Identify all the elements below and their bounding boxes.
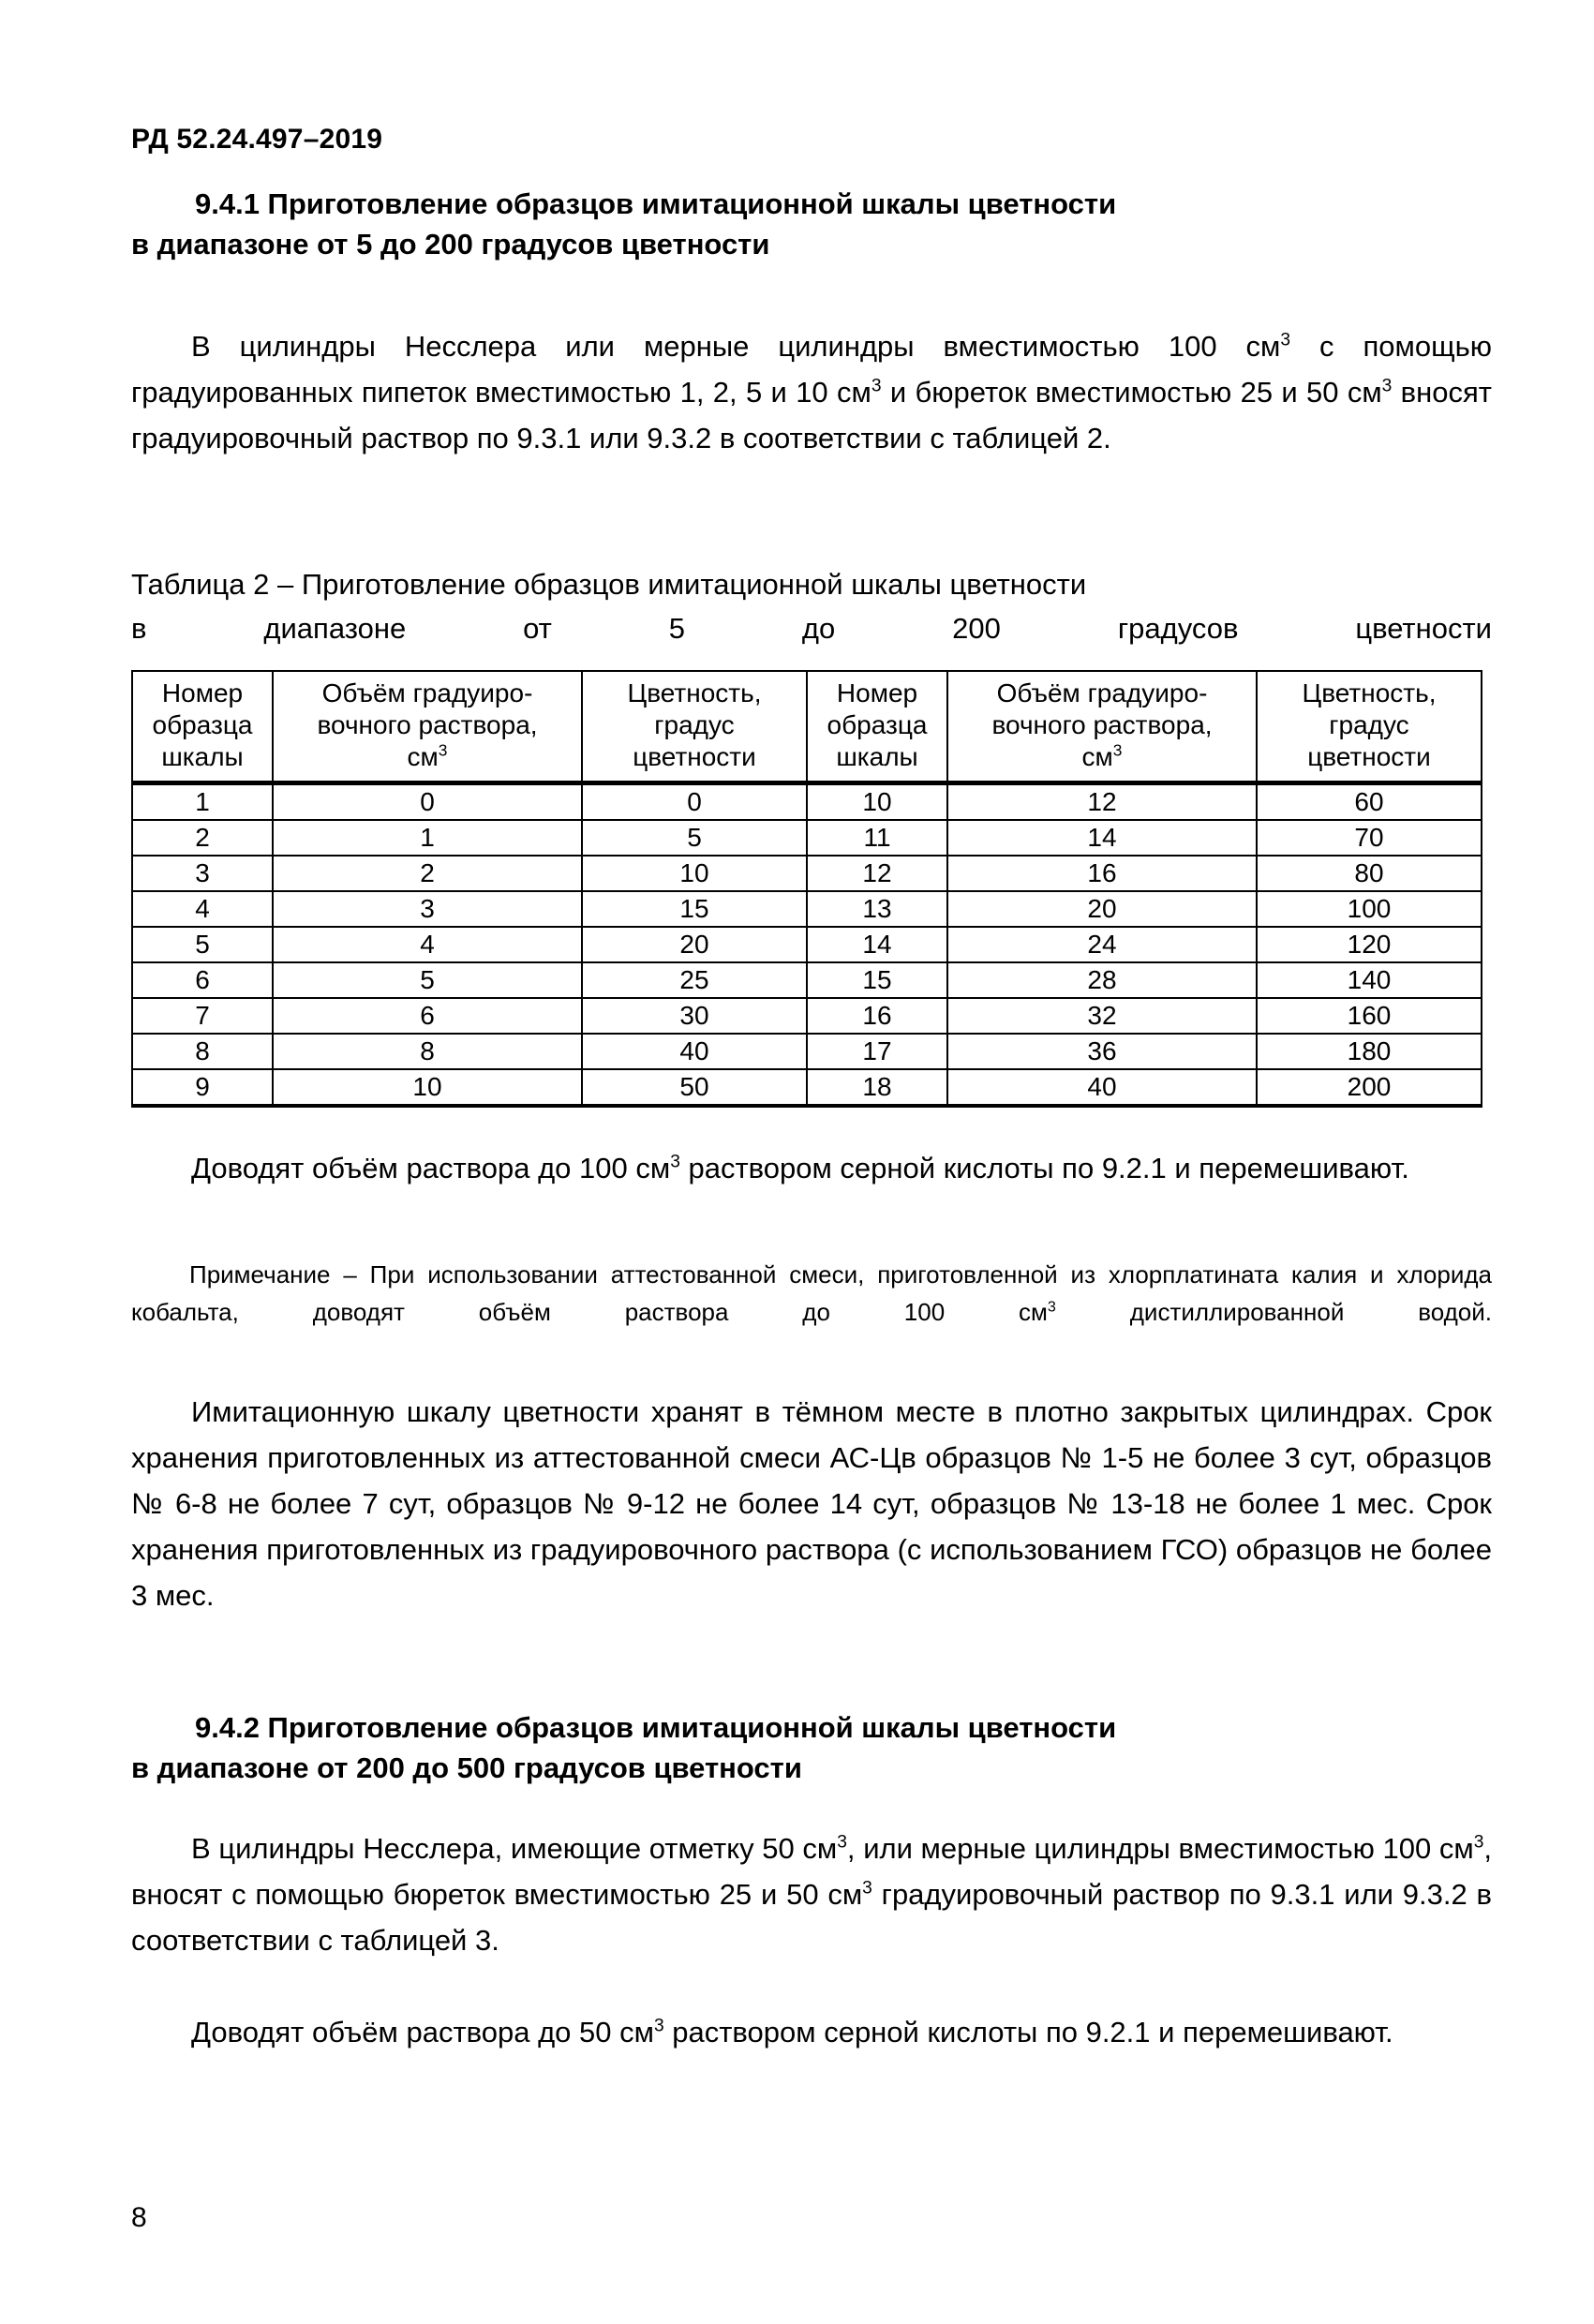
paragraph-text-part-2: раствором серной кислоты по 9.2.1 и перемешивают. [679, 1152, 1409, 1184]
header-line-2: вочного раствора, [317, 710, 538, 739]
cell-sample-number-right: 16 [807, 998, 947, 1034]
paragraph-storage-conditions [131, 1389, 1492, 1618]
section-heading-9-4-2-line2: в диапазоне от 200 до 500 градусов цветности [131, 1751, 802, 1784]
paragraph-storage-text: Имитационную шкалу цветности хранят в тёмном месте в плотно закрытых цилиндрах. Срок хранения приготовленных из аттестованной смеси АС-Цв образцов № 1-5 не более 3 сут, образцов № 6-8 не более 7 сут, образцов № 9-12 не более 14 сут, образцов № 13-18 не более 1 мес. Срок хранения приготовленных из градуировочного раствора (с использованием ГСО) образцов не более 3 мес. [131, 1395, 1492, 1612]
cell-sample-number-right: 15 [807, 962, 947, 998]
cell-volume-left: 4 [273, 927, 582, 962]
cell-sample-number-left: 1 [132, 783, 273, 821]
paragraph-text-part-2: , или мерные цилиндры вместимостью 100 см [846, 1832, 1474, 1865]
cell-volume-left: 3 [273, 891, 582, 927]
superscript-cubic-2: 3 [871, 376, 882, 396]
cell-chromaticity-right: 100 [1257, 891, 1482, 927]
paragraph-text-part-1: В цилиндры Несслера или мерные цилиндры вместимостью 100 см [191, 330, 1281, 363]
cell-chromaticity-left: 10 [582, 856, 807, 891]
superscript-cubic: 3 [1047, 1298, 1056, 1316]
header-line-3: шкалы [836, 742, 918, 771]
table-row [132, 1069, 1482, 1106]
superscript-cubic-1: 3 [837, 1832, 847, 1853]
paragraph-9-4-2-dilution [131, 2009, 1492, 2055]
table-row [132, 998, 1482, 1034]
cell-chromaticity-left: 20 [582, 927, 807, 962]
table-row [132, 962, 1482, 998]
header-unit: см [1081, 742, 1113, 771]
cell-chromaticity-left: 30 [582, 998, 807, 1034]
section-heading-9-4-2-line1: 9.4.2 Приготовление образцов имитационной шкалы цветности [195, 1711, 1117, 1744]
cell-volume-left: 10 [273, 1069, 582, 1106]
table-2-wrapper [131, 670, 1481, 1108]
cell-chromaticity-right: 180 [1257, 1034, 1482, 1069]
table-2-caption-line1: Таблица 2 – Приготовление образцов имитационной шкалы цветности [131, 568, 1087, 601]
cell-chromaticity-right: 140 [1257, 962, 1482, 998]
header-sample-number-left [132, 671, 273, 783]
header-line-1: Объём градуиро- [996, 678, 1208, 708]
table-row [132, 927, 1482, 962]
table-row [132, 783, 1482, 821]
cell-volume-right: 24 [947, 927, 1257, 962]
cell-sample-number-left: 3 [132, 856, 273, 891]
superscript-cubic: 3 [670, 1152, 680, 1172]
header-line-3: шкалы [161, 742, 244, 771]
cell-volume-right: 16 [947, 856, 1257, 891]
paragraph-text-part-3: , вносят с помощью бюреток вместимостью 25 и 50 см [131, 1832, 1493, 1911]
superscript-cubic: 3 [653, 2016, 664, 2036]
header-chromaticity-left [582, 671, 807, 783]
header-chromaticity-right [1257, 671, 1482, 783]
header-line-3 [950, 741, 1254, 773]
header-line-2: образца [827, 710, 928, 739]
note-paragraph [131, 1256, 1492, 1368]
paragraph-text-part-3: и бюреток вместимостью 25 и 50 см [881, 376, 1382, 409]
paragraph-9-4-1-intro [131, 323, 1492, 461]
cell-volume-left: 6 [273, 998, 582, 1034]
header-line-2: вочного раствора, [991, 710, 1213, 739]
cell-sample-number-right: 14 [807, 927, 947, 962]
note-text-part-2: дистиллированной водой. [1055, 1298, 1492, 1326]
table-row [132, 856, 1482, 891]
cell-sample-number-left: 7 [132, 998, 273, 1034]
cell-chromaticity-left: 25 [582, 962, 807, 998]
table-row [132, 891, 1482, 927]
paragraph-text-part-1: Доводят объём раствора до 50 см [191, 2016, 654, 2048]
paragraph-text-part-2: раствором серной кислоты по 9.2.1 и перемешивают. [663, 2016, 1393, 2048]
header-line-1: Номер [161, 678, 244, 708]
superscript-cubic-2: 3 [1473, 1832, 1484, 1853]
cell-chromaticity-right: 80 [1257, 856, 1482, 891]
cell-chromaticity-right: 120 [1257, 927, 1482, 962]
cell-volume-right: 40 [947, 1069, 1257, 1106]
cell-volume-right: 32 [947, 998, 1257, 1034]
header-line-3: цветности [633, 742, 756, 771]
table-row [132, 1034, 1482, 1069]
header-volume-left [273, 671, 582, 783]
cell-sample-number-left: 4 [132, 891, 273, 927]
header-sample-number-right [807, 671, 947, 783]
cell-volume-left: 1 [273, 820, 582, 856]
cell-volume-right: 28 [947, 962, 1257, 998]
cell-chromaticity-left: 15 [582, 891, 807, 927]
header-line-1: Цветность, [627, 678, 762, 708]
section-heading-9-4-1-line1: 9.4.1 Приготовление образцов имитационной шкалы цветности [195, 187, 1117, 220]
header-line-3 [276, 741, 579, 773]
header-line-1: Объём градуиро- [321, 678, 533, 708]
cell-sample-number-right: 12 [807, 856, 947, 891]
cell-chromaticity-right: 200 [1257, 1069, 1482, 1106]
section-heading-9-4-2 [131, 1707, 1490, 1788]
cell-volume-right: 12 [947, 783, 1257, 821]
cell-volume-left: 0 [273, 783, 582, 821]
header-unit: см [407, 742, 439, 771]
cell-volume-left: 2 [273, 856, 582, 891]
paragraph-text-part-2: с помощью градуированных пипеток вместимостью 1, 2, 5 и 10 см [131, 330, 1492, 409]
cell-chromaticity-right: 60 [1257, 783, 1482, 821]
cell-sample-number-right: 13 [807, 891, 947, 927]
cell-sample-number-right: 18 [807, 1069, 947, 1106]
cell-sample-number-left: 2 [132, 820, 273, 856]
superscript-cubic: 3 [438, 740, 448, 760]
cell-sample-number-right: 17 [807, 1034, 947, 1069]
cell-chromaticity-left: 40 [582, 1034, 807, 1069]
table-row [132, 820, 1482, 856]
cell-sample-number-left: 6 [132, 962, 273, 998]
cell-volume-left: 8 [273, 1034, 582, 1069]
superscript-cubic: 3 [1112, 740, 1123, 760]
paragraph-9-4-2-intro [131, 1825, 1492, 1963]
cell-sample-number-right: 10 [807, 783, 947, 821]
header-line-2: градус [654, 710, 735, 739]
section-heading-9-4-1 [131, 184, 1490, 264]
table-2-body [132, 783, 1482, 1107]
cell-sample-number-left: 9 [132, 1069, 273, 1106]
paragraph-text-part-1: В цилиндры Несслера, имеющие отметку 50 см [191, 1832, 838, 1865]
header-line-2: образца [152, 710, 253, 739]
table-2-head [132, 671, 1482, 783]
cell-sample-number-left: 5 [132, 927, 273, 962]
table-2-caption-line2: в диапазоне от 5 до 200 градусов цветности [131, 612, 1492, 645]
superscript-cubic-1: 3 [1280, 330, 1291, 350]
cell-volume-right: 36 [947, 1034, 1257, 1069]
cell-chromaticity-right: 70 [1257, 820, 1482, 856]
note-text-part-1: Примечание – При использовании аттестованной смеси, приготовленной из хлорплатината калия и хлорида кобальта, доводят объём раствора до 100 см [131, 1260, 1492, 1326]
header-volume-right [947, 671, 1257, 783]
superscript-cubic-3: 3 [1381, 376, 1393, 396]
superscript-cubic-3: 3 [862, 1878, 872, 1899]
section-heading-9-4-1-line2: в диапазоне от 5 до 200 градусов цветности [131, 228, 770, 261]
header-line-1: Номер [836, 678, 918, 708]
page-number: 8 [131, 2202, 147, 2233]
cell-chromaticity-right: 160 [1257, 998, 1482, 1034]
cell-sample-number-right: 11 [807, 820, 947, 856]
table-2 [131, 670, 1482, 1108]
table-header-row [132, 671, 1482, 783]
paragraph-after-table [131, 1145, 1492, 1191]
running-header: РД 52.24.497–2019 [131, 124, 383, 155]
cell-volume-left: 5 [273, 962, 582, 998]
paragraph-text-part-4: вносят градуировочный раствор по 9.3.1 или 9.3.2 в соответствии с таблицей 2. [131, 376, 1492, 454]
header-line-1: Цветность, [1302, 678, 1437, 708]
header-line-2: градус [1329, 710, 1409, 739]
cell-chromaticity-left: 5 [582, 820, 807, 856]
cell-volume-right: 20 [947, 891, 1257, 927]
cell-volume-right: 14 [947, 820, 1257, 856]
paragraph-text-part-1: Доводят объём раствора до 100 см [191, 1152, 671, 1184]
header-line-3: цветности [1307, 742, 1431, 771]
cell-chromaticity-left: 50 [582, 1069, 807, 1106]
cell-sample-number-left: 8 [132, 1034, 273, 1069]
cell-chromaticity-left: 0 [582, 783, 807, 821]
paragraph-text-part-4: градуировочный раствор по 9.3.1 или 9.3.2 в соответствии с таблицей 3. [131, 1878, 1492, 1957]
